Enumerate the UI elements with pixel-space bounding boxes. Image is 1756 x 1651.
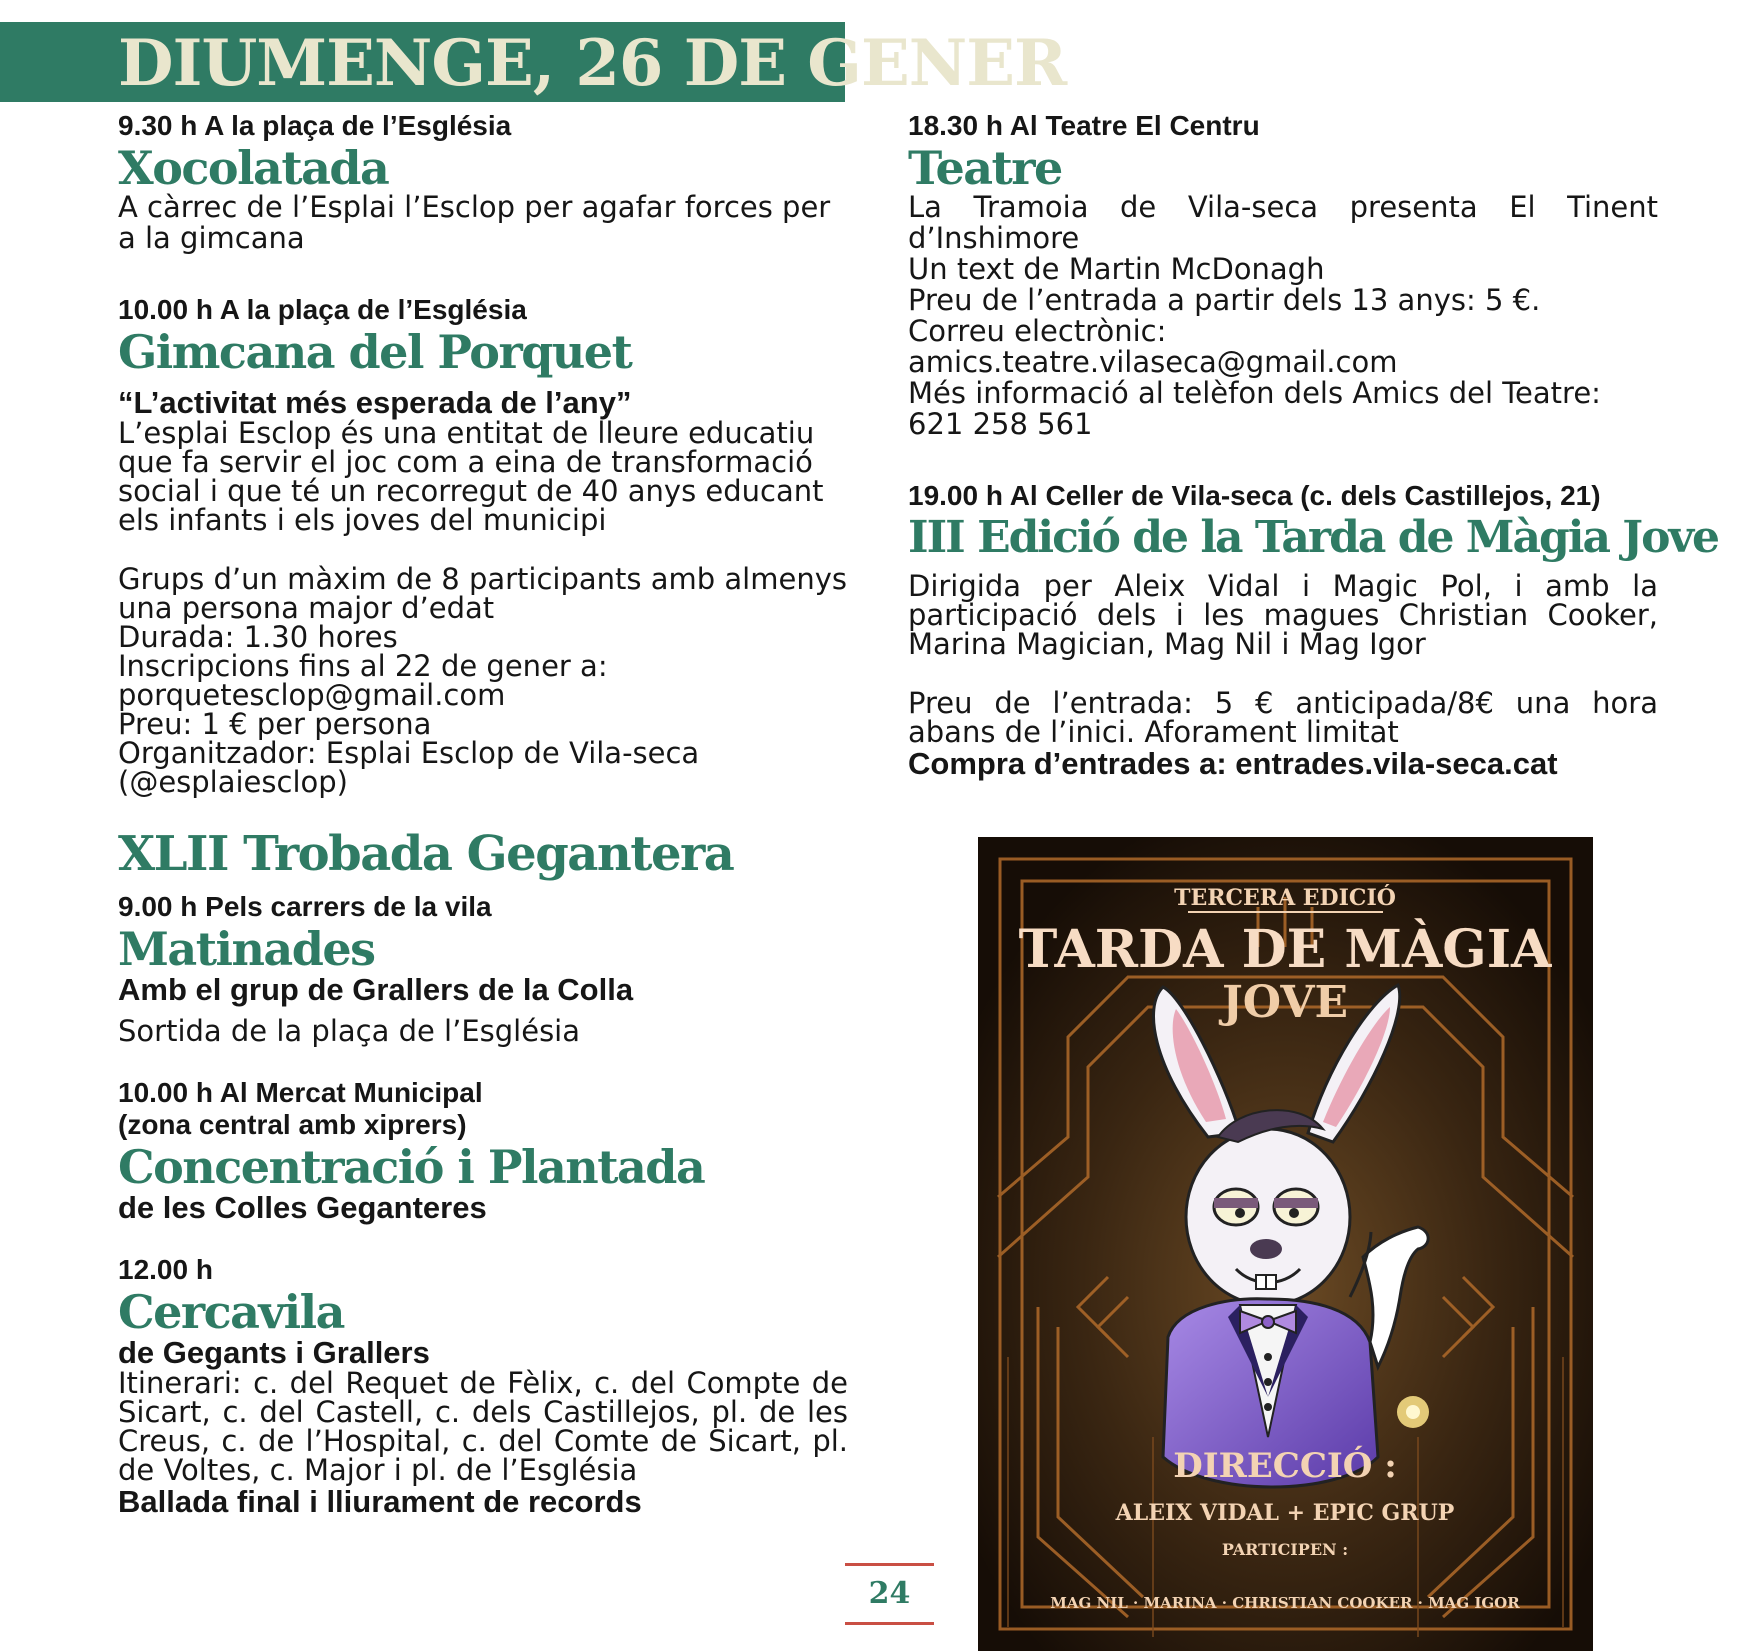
event-matinades [118,891,848,1047]
poster-artwork [978,837,1593,1651]
detail-line: Durada: 1.30 hores [118,620,398,654]
page-number: 24 [845,1563,934,1625]
event-time: 12.00 h [118,1254,213,1285]
event-description: L’esplai Esclop és una entitat de lleure educatiu que fa servir el joc com a eina de transformació social i que té un recorregut de 40 anys educant els infants i els joves del municipi [118,416,824,537]
detail-line: Més informació al telèfon dels Amics del Teatre: [908,376,1601,410]
event-teatre [908,110,1658,440]
left-column [118,110,848,1518]
event-time: 18.30 h Al Teatre El Centru [908,110,1260,141]
poster-participants-label: PARTICIPEN : [1221,1540,1349,1559]
detail-line: Grups d’un màxim de 8 participants amb almenys una persona major d’edat [118,562,847,625]
right-column [908,110,1719,781]
event-description: La Tramoia de Vila-seca presenta El Tinent d’Inshimore [908,190,1658,255]
event-description: Sortida de la plaça de l’Església [118,1014,581,1048]
poster-direction-label: DIRECCIÓ : [1173,1446,1397,1486]
detail-line: (@esplaiesclop) [118,765,348,799]
event-description: Dirigida per Aleix Vidal i Magic Pol, i amb la participació dels i les magues Christian Cooker, Marina Magician, Mag Nil i Mag Igor [908,569,1658,661]
event-xocolatada [118,110,848,254]
event-time: 9.00 h Pels carrers de la vila [118,891,492,922]
event-title: Concentració i Plantada [118,1140,705,1194]
event-magia [908,480,1719,781]
event-title: Teatre [908,141,1062,195]
event-time-detail: (zona central amb xiprers) [118,1109,467,1140]
poster-edition: TERCERA EDICIÓ [1174,885,1396,911]
event-title: Gimcana del Porquet [118,325,632,379]
event-closing: Ballada final i lliurament de records [118,1484,642,1519]
event-cercavila [118,1254,848,1518]
trobada-gegantera [118,827,848,1518]
detail-phone: 621 258 561 [908,407,1093,441]
event-time: 19.00 h Al Celler de Vila-seca (c. dels Castillejos, 21) [908,480,1601,511]
poster-title: TARDA DE MÀGIA [1018,919,1552,980]
detail-line: Organitzador: Esplai Esclop de Vila-seca [118,736,700,770]
event-time: 10.00 h Al Mercat Municipal [118,1077,483,1108]
detail-line: Preu: 1 € per persona [118,707,432,741]
poster-subtitle: JOVE [1221,977,1349,1028]
date-banner [0,22,1067,102]
event-concentracio [118,1077,848,1224]
event-subtitle: Amb el grup de Grallers de la Colla [118,972,634,1007]
event-title: Cercavila [118,1285,344,1339]
event-details [118,562,848,799]
event-time: 9.30 h A la plaça de l’Església [118,110,512,141]
poster-participants: MAG NIL · MARINA · CHRISTIAN COOKER · MAG IGOR [1050,1594,1520,1612]
poster-directors: ALEIX VIDAL + EPIC GRUP [1115,1500,1455,1526]
event-subtitle: de les Colles Geganteres [118,1190,487,1225]
detail-line: Un text de Martin McDonagh [908,252,1325,286]
event-description: A càrrec de l’Esplai l’Esclop per agafar forces per a la gimcana [118,190,831,255]
event-details [908,254,1658,440]
detail-line: Preu de l’entrada a partir dels 13 anys: 5 €. [908,283,1541,317]
detail-email: amics.teatre.vilaseca@gmail.com [908,345,1398,379]
magic-show-poster [978,837,1593,1651]
event-time: 10.00 h A la plaça de l’Església [118,294,527,325]
detail-line: Correu electrònic: [908,314,1167,348]
detail-email: porquetesclop@gmail.com [118,678,506,712]
date-title: DIUMENGE, 26 DE GENER [118,26,1067,101]
event-tickets: Compra d’entrades a: entrades.vila-seca.cat [908,746,1558,781]
event-quote: “L’activitat més esperada de l’any” [118,385,632,420]
section-heading: XLII Trobada Gegantera [118,826,734,882]
event-title: III Edició de la Tarda de Màgia Jove [908,512,1719,563]
event-title: Xocolatada [118,141,389,195]
event-itinerary: Itinerari: c. del Requet de Fèlix, c. del Compte de Sicart, c. del Castell, c. dels Castillejos, pl. de les Creus, c. de l’Hospital, c. del Comte de Sicart, pl. de Voltes, c. Major i pl. de l’Església [118,1366,848,1487]
event-gimcana [118,294,848,797]
event-price: Preu de l’entrada: 5 € anticipada/8€ una hora abans de l’inici. Aforament limitat [908,686,1658,749]
event-title: Matinades [118,922,375,976]
event-subtitle: de Gegants i Grallers [118,1335,430,1370]
detail-line: Inscripcions fins al 22 de gener a: [118,649,608,683]
